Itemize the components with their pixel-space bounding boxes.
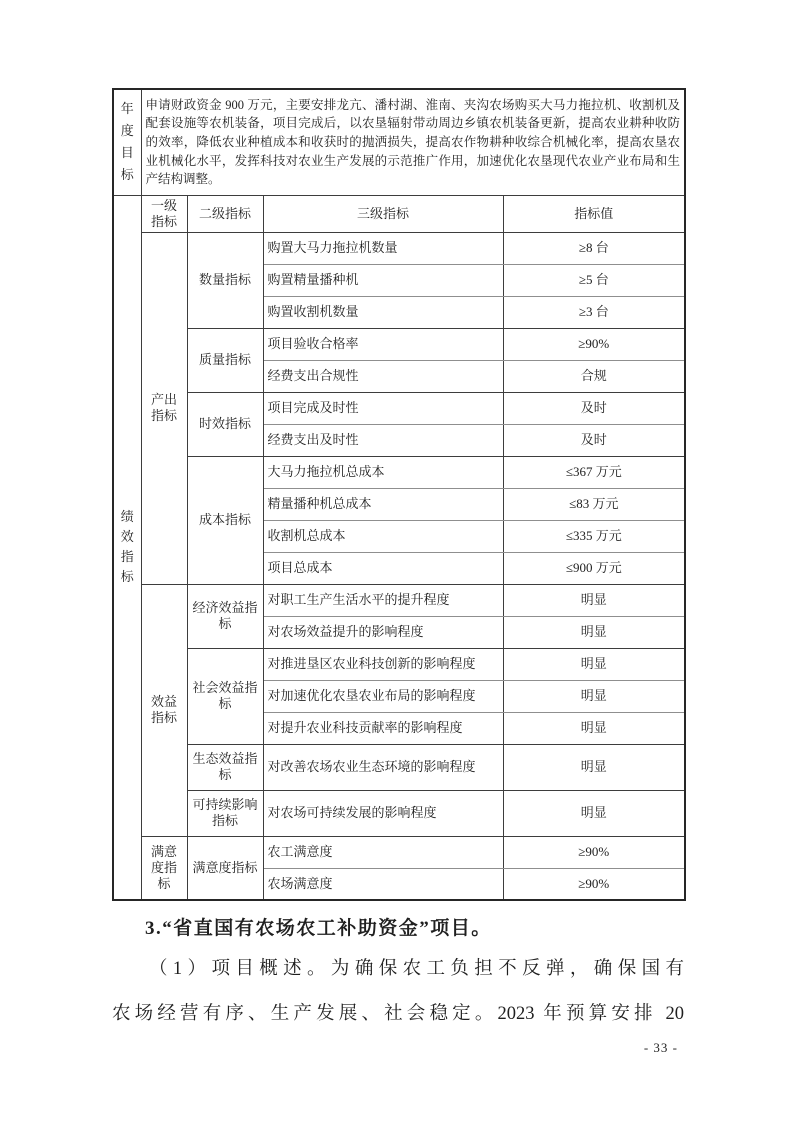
indicator-table-row (113, 456, 685, 488)
level2-indicator-cell: 社会效益指标 (187, 648, 263, 744)
indicator-table-row (113, 584, 685, 616)
indicator-value-cell: 合规 (503, 360, 685, 392)
header-value: 指标值 (503, 195, 685, 232)
level1-indicator-cell: 满意度指标 (141, 836, 187, 900)
header-level2: 二级指标 (187, 195, 263, 232)
header-level1: 一级指标 (141, 195, 187, 232)
indicator-value-cell: ≥5 台 (503, 264, 685, 296)
performance-side-label: 绩效指标 (120, 509, 134, 585)
indicator-value-cell: 明显 (503, 744, 685, 790)
level3-indicator-cell: 经费支出及时性 (263, 424, 503, 456)
indicator-table-row (113, 790, 685, 836)
level3-indicator-cell: 对农场效益提升的影响程度 (263, 616, 503, 648)
annual-goal-label: 年度目标 (120, 101, 134, 183)
indicator-value-cell: ≥90% (503, 868, 685, 900)
annual-goal-line: 的效率，降低农业种植成本和收获时的抛洒损失，提高农作物耕种收综合机械化率，提高农垦农 (145, 134, 681, 149)
level3-indicator-cell: 对职工生产生活水平的提升程度 (263, 584, 503, 616)
section-3 (112, 914, 684, 1056)
indicator-value-cell: ≤900 万元 (503, 552, 685, 584)
indicator-value-cell: ≥90% (503, 328, 685, 360)
table-header-row (113, 195, 685, 232)
indicator-table-row (113, 328, 685, 360)
level3-indicator-cell: 项目验收合格率 (263, 328, 503, 360)
indicator-value-cell: 明显 (503, 616, 685, 648)
level3-indicator-cell: 经费支出合规性 (263, 360, 503, 392)
indicator-value-cell: ≤83 万元 (503, 488, 685, 520)
level3-indicator-cell: 项目完成及时性 (263, 392, 503, 424)
performance-side-label-cell (113, 195, 141, 900)
level3-indicator-cell: 购置收割机数量 (263, 296, 503, 328)
level1-indicator-cell: 效益指标 (141, 584, 187, 836)
indicator-value-cell: ≥8 台 (503, 232, 685, 264)
indicator-table-row (113, 836, 685, 868)
paragraph-line: 农场经营有序、生产发展、社会稳定。2023 年预算安排 20 (112, 1004, 684, 1024)
level2-indicator-cell: 生态效益指标 (187, 744, 263, 790)
indicator-value-cell: 明显 (503, 790, 685, 836)
level3-indicator-cell: 精量播种机总成本 (263, 488, 503, 520)
level3-indicator-cell: 对农场可持续发展的影响程度 (263, 790, 503, 836)
annual-goal-line: 配套设施等农机装备，项目完成后，以农垦辐射带动周边乡镇农机装备更新，提高农业耕种收防 (145, 116, 681, 131)
indicator-table-row (113, 232, 685, 264)
annual-goal-text-cell (141, 89, 685, 195)
header-level3: 三级指标 (263, 195, 503, 232)
level2-indicator-cell: 满意度指标 (187, 836, 263, 900)
level2-indicator-cell: 经济效益指标 (187, 584, 263, 648)
level2-indicator-cell: 可持续影响指标 (187, 790, 263, 836)
annual-goal-line: 业机械化水平，发挥科技对农业生产发展的示范推广作用，加速优化农垦现代农业产业布局和生 (145, 153, 681, 168)
level3-indicator-cell: 对加速优化农垦农业布局的影响程度 (263, 680, 503, 712)
level3-indicator-cell: 对提升农业科技贡献率的影响程度 (263, 712, 503, 744)
indicator-value-cell: 明显 (503, 648, 685, 680)
annual-goal-label-cell (113, 89, 141, 195)
level3-indicator-cell: 项目总成本 (263, 552, 503, 584)
level3-indicator-cell: 购置大马力拖拉机数量 (263, 232, 503, 264)
level1-indicator-cell: 产出指标 (141, 232, 187, 584)
indicator-value-cell: ≤367 万元 (503, 456, 685, 488)
indicator-value-cell: ≥3 台 (503, 296, 685, 328)
indicator-value-cell: 及时 (503, 424, 685, 456)
section-heading: 3.“省直国有农场农工补助资金”项目。 (145, 918, 492, 939)
section-paragraph (112, 947, 684, 1037)
indicator-value-cell: 明显 (503, 584, 685, 616)
indicator-value-cell: ≥90% (503, 836, 685, 868)
level2-indicator-cell: 成本指标 (187, 456, 263, 584)
performance-indicator-table (112, 88, 686, 901)
indicator-value-cell: ≤335 万元 (503, 520, 685, 552)
level3-indicator-cell: 收割机总成本 (263, 520, 503, 552)
indicator-value-cell: 及时 (503, 392, 685, 424)
level2-indicator-cell: 质量指标 (187, 328, 263, 392)
annual-goal-line: 申请财政资金 900 万元，主要安排龙亢、潘村湖、淮南、夹沟农场购买大马力拖拉机、收割机及 (145, 97, 681, 112)
annual-goal-row (113, 89, 685, 195)
level3-indicator-cell: 对推进垦区农业科技创新的影响程度 (263, 648, 503, 680)
level3-indicator-cell: 农场满意度 (263, 868, 503, 900)
level2-indicator-cell: 时效指标 (187, 392, 263, 456)
indicator-table-row (113, 744, 685, 790)
page-number: - 33 - (643, 1040, 678, 1055)
indicator-value-cell: 明显 (503, 712, 685, 744)
level3-indicator-cell: 农工满意度 (263, 836, 503, 868)
level3-indicator-cell: 对改善农场农业生态环境的影响程度 (263, 744, 503, 790)
annual-goal-line: 产结构调整。 (145, 172, 221, 187)
level3-indicator-cell: 大马力拖拉机总成本 (263, 456, 503, 488)
paragraph-line: （1）项目概述。为确保农工负担不反弹，确保国有 (149, 959, 684, 979)
level3-indicator-cell: 购置精量播种机 (263, 264, 503, 296)
indicator-value-cell: 明显 (503, 680, 685, 712)
indicator-table-row (113, 392, 685, 424)
level2-indicator-cell: 数量指标 (187, 232, 263, 328)
indicator-table-row (113, 648, 685, 680)
